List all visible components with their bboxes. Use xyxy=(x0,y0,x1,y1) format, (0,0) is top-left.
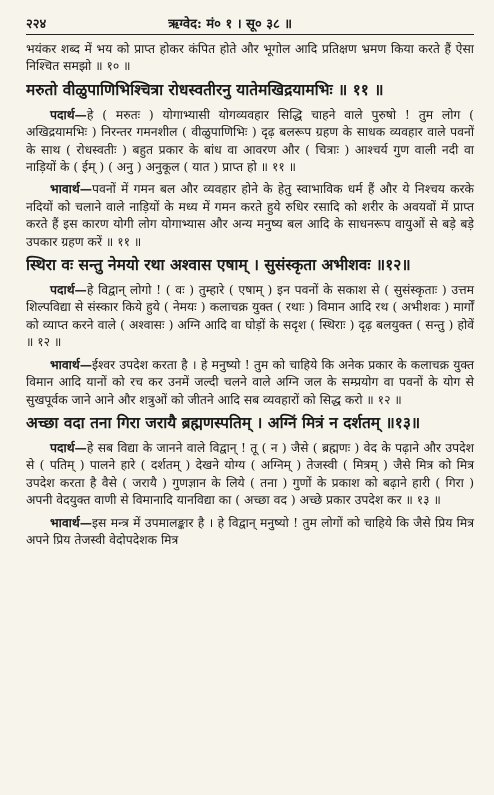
bhavartha-label: भावार्थ— xyxy=(50,514,93,530)
padartha-label: पदार्थ— xyxy=(50,106,87,122)
bhavartha-text: ईश्वर उपदेश करता है । हे मनुष्यो ! तुम को चाहिये कि अनेक प्रकार के कलाचक्र युक्त विमान आदि यानों को रच कर उनमें जल्दी चलने वाले अग्नि जल के सम्प्रयोग वा पवनों के योग से सुखपूर्वक जाने आने और शत्रुओं को जीतने आदि सब व्यवहारों को सिद्ध करो ॥ १२ ॥ xyxy=(26,357,474,407)
padartha-label: पदार्थ— xyxy=(50,439,87,455)
page-header xyxy=(26,10,474,32)
header-rule xyxy=(26,34,474,35)
bhavartha-text: इस मन्त्र में उपमालङ्कार है । हे विद्वान् मनुष्यो ! तुम लोगों को चाहिये कि जैसे प्रिय मित्र अपने प्रिय तेजस्वी वेदोपदेशक मित्र xyxy=(26,515,474,547)
padartha-label: पदार्थ— xyxy=(50,282,87,298)
padartha-11 xyxy=(26,106,474,177)
page-number: २२४ xyxy=(26,17,47,32)
running-title: ऋग्वेद: मं० १ । सू० ३८ ॥ xyxy=(168,17,293,32)
padartha-text: हे सब विद्या के जानने वाले विद्वान् ! तू ( न ) जैसे ( ब्रह्मणः ) वेद के पढ़ाने और उपदेश से ( पतिम् ) पालने हारे ( दर्शतम् ) देखने योग्य ( अग्निम् ) तेजस्वी ( मित्रम् ) जैसे मित्र को मित्र उपदेश करता है वैसे ( जरायै ) गुणज्ञान के लिये ( तना ) गुणों के प्रकाश को बढ़ाने हारी ( गिरा ) अपनी वेदयुक्त वाणी से विमानादि यानविद्या का ( अच्छा वद ) अच्छे प्रकार उपदेश कर ॥ १३ ॥ xyxy=(26,440,474,508)
bhavartha-13 xyxy=(26,514,474,550)
bhavartha-11 xyxy=(26,180,474,251)
padartha-13 xyxy=(26,439,474,510)
bhavartha-label: भावार्थ— xyxy=(50,181,93,197)
padartha-text: हे ( मरुतः ) योगाभ्यासी योगव्यवहार सिद्धि चाहने वाले पुरुषो ! तुम लोग ( अखिद्रयामभिः ) निरन्तर गमनशील ( वीळुपाणिभिः ) दृढ़ बलरूप ग्रहण के साधक व्यवहार वाले पवनों के साथ ( रोधस्वतीः ) बहुत प्रकार के बांध वा आवरण और ( चित्राः ) आश्चर्य गुण वाली नदी वा नाड़ियों के ( ईम् ) ( अनु ) अनुकूल ( यात ) प्राप्त हो ॥ ११ ॥ xyxy=(26,107,474,175)
bhavartha-text: पवनों में गमन बल और व्यवहार होने के हेतु स्वाभाविक धर्म हैं और ये निश्चय करके नदियों को चलाने वाले नाड़ियों के मध्य में गमन करते हुये रुधिर रसादि को शरीर के अवयवों में प्राप्त करते हैं इस कारण योगी लोग योगाभ्यास और अन्य मनुष्य बल आदि के साधनरूप वायुओं से बड़े बड़े उपकार ग्रहण करें ॥ ११ ॥ xyxy=(26,182,474,249)
padartha-text: हे विद्वान् लोगो ! ( वः ) तुम्हारे ( एषाम् ) इन पवनों के सकाश से ( सुसंस्कृताः ) उत्तम शिल्पविद्या से संस्कार किये हुये ( नेमयः ) कलाचक्र युक्त ( रथाः ) विमान आदि रथ ( अभीशवः ) मार्गों को व्याप्त करने वाले ( अश्वासः ) अग्नि आदि वा घोड़ों के सदृश ( स्थिराः ) दृढ़ बलयुक्त ( सन्तु ) होवें ॥ १२ ॥ xyxy=(26,283,474,350)
mantra-11: मरुतो वीळुपाणिभिश्चित्रा रोधस्वतीरनु यातेमखिद्रयामभिः ॥ ११ ॥ xyxy=(26,79,384,99)
continuation-paragraph: भयंकर शब्द में भय को प्राप्त होकर कंपित होते और भूगोल आदि प्रतिक्षण भ्रमण किया करते हैं ऐसा निश्चित समझो ॥ १० ॥ xyxy=(26,42,474,74)
bhavartha-12 xyxy=(26,356,474,409)
padartha-12 xyxy=(26,281,474,352)
bhavartha-label: भावार्थ— xyxy=(50,356,93,372)
mantra-13: अच्छा वदा तना गिरा जरायै ब्रह्मणस्पतिम् । अग्निं मित्रं न दर्शतम् ॥१३॥ xyxy=(26,412,421,432)
mantra-12: स्थिरा वः सन्तु नेमयो रथा अश्वास एषाम् । सुसंस्कृता अभीशवः ॥१२॥ xyxy=(26,255,411,275)
